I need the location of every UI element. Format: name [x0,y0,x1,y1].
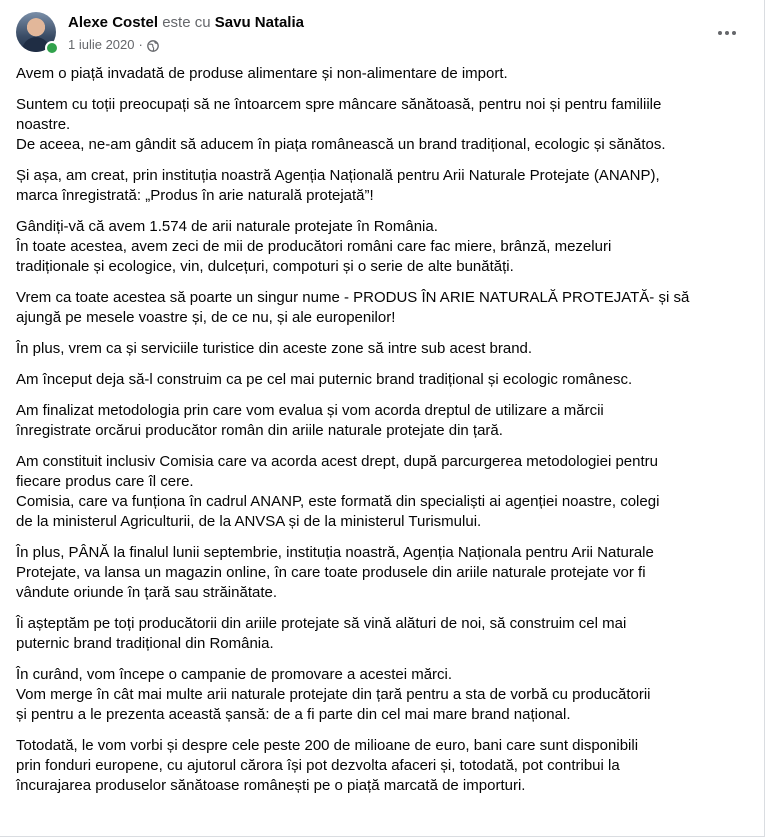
post-text-line: Am finalizat metodologia prin care vom evalua și vom acorda dreptul de utilizare a mărcii [16,402,604,419]
post-text-line: Gândiți-vă că avem 1.574 de arii naturale protejate în România. [16,218,438,235]
post-text-line: Vom merge în cât mai multe arii naturale protejate din țară pentru a sta de vorbă cu producătorii [16,686,651,703]
post-text-line: Am constituit inclusiv Comisia care va acorda acest drept, după parcurgerea metodologiei pentru [16,453,658,470]
post-text-line: Vrem ca toate acestea să poarte un singur nume - PRODUS ÎN ARIE NATURALĂ PROTEJATĂ- și să [16,289,690,306]
post-paragraph [16,166,751,206]
post-paragraph [16,543,751,603]
post-text-line: Comisia, care va funționa în cadrul ANANP, este formată din specialiști ai agenției noastre, colegi [16,493,660,510]
post-text-line: noastre. [16,116,71,133]
post-text-line: înregistrate orcărui producător român din ariile naturale protejate din țară. [16,422,503,439]
post-body [16,64,751,807]
post-paragraph [16,64,751,84]
author-name-link[interactable]: Alexe Costel [68,14,159,31]
post-text-line: ajungă pe mesele voastre și, de ce nu, și ale europenilor! [16,309,396,326]
online-status-icon [45,41,59,55]
post-text-line: Avem o piață invadată de produse alimentare și non-alimentare de import. [16,65,508,82]
post-paragraph [16,614,751,654]
post-text-line: În curând, vom începe o campanie de promovare a acestei mărci. [16,666,453,683]
post-text-line: Suntem cu toții preocupați să ne întoarcem spre mâncare sănătoasă, pentru noi și pentru familiile [16,96,662,113]
post-paragraph [16,665,751,725]
post-paragraph [16,401,751,441]
post-text-line: puternic brand tradițional din România. [16,635,274,652]
post-text-line: În plus, vrem ca și serviciile turistice din aceste zone să intre sub acest brand. [16,340,533,357]
post-text-line: Am început deja să-l construim ca pe cel mai puternic brand tradițional și ecologic românesc. [16,371,633,388]
post-paragraph [16,339,751,359]
more-icon [717,23,737,41]
post-text-line: marca înregistrată: „Produs în arie naturală protejată”! [16,187,374,204]
post-text-line: De aceea, ne-am gândit să aducem în piața românească un brand tradițional, ecologic și sănătos. [16,136,666,153]
post-date-link[interactable]: 1 iulie 2020 [68,37,135,52]
post-text-line: Protejate, va lansa un magazin online, în care toate produsele din ariile naturale protejate vor fi [16,564,646,581]
post-text-line: vândute oriunde în țară sau străinătate. [16,584,278,601]
post-text-line: În toate acestea, avem zeci de mii de producători români care fac miere, brânză, mezeluri [16,238,612,255]
tagged-person-link[interactable]: Savu Natalia [214,14,304,31]
meta-separator: · [138,37,143,52]
post-paragraph [16,95,751,155]
post-text-line: Îi așteptăm pe toți producătorii din ariile protejate să vină alături de noi, să construim cel mai [16,615,627,632]
more-options-button[interactable] [709,14,745,50]
with-text: este cu [162,14,211,31]
post-text-line: încurajarea produselor sănătoase românești pe o piață marcată de importuri. [16,777,526,794]
author-avatar[interactable] [16,12,56,52]
post-text-line: tradiționale și ecologice, vin, dulcețuri, compoturi și o serie de alte bunătăți. [16,258,514,275]
post-paragraph [16,452,751,532]
post-paragraph [16,736,751,796]
post-text-line: fiecare produs care îl cere. [16,473,194,490]
post-meta [68,36,159,54]
post-text-line: prin fonduri europene, cu ajutorul cărora își pot dezvolta afaceri și, totodată, pot contribui la [16,757,620,774]
post-header [16,12,749,56]
post-text-line: Și așa, am creat, prin instituția noastră Agenția Națională pentru Arii Naturale Protejate (ANANP), [16,167,660,184]
post-text-line: În plus, PÂNĂ la finalul lunii septembrie, instituția noastră, Agenția Naționala pentru Arii Naturale [16,544,654,561]
post-paragraph [16,288,751,328]
post-text-line: de la ministerul Agriculturii, de la ANVSA și de la ministerul Turismului. [16,513,482,530]
post-paragraph [16,370,751,390]
author-line [68,13,304,33]
globe-icon [147,39,159,51]
post-text-line: Totodată, le vom vorbi și despre cele peste 200 de milioane de euro, bani care sunt disponibili [16,737,639,754]
post-text-line: și pentru a le prezenta această șansă: de a fi parte din cel mai mare brand național. [16,706,571,723]
post-paragraph [16,217,751,277]
